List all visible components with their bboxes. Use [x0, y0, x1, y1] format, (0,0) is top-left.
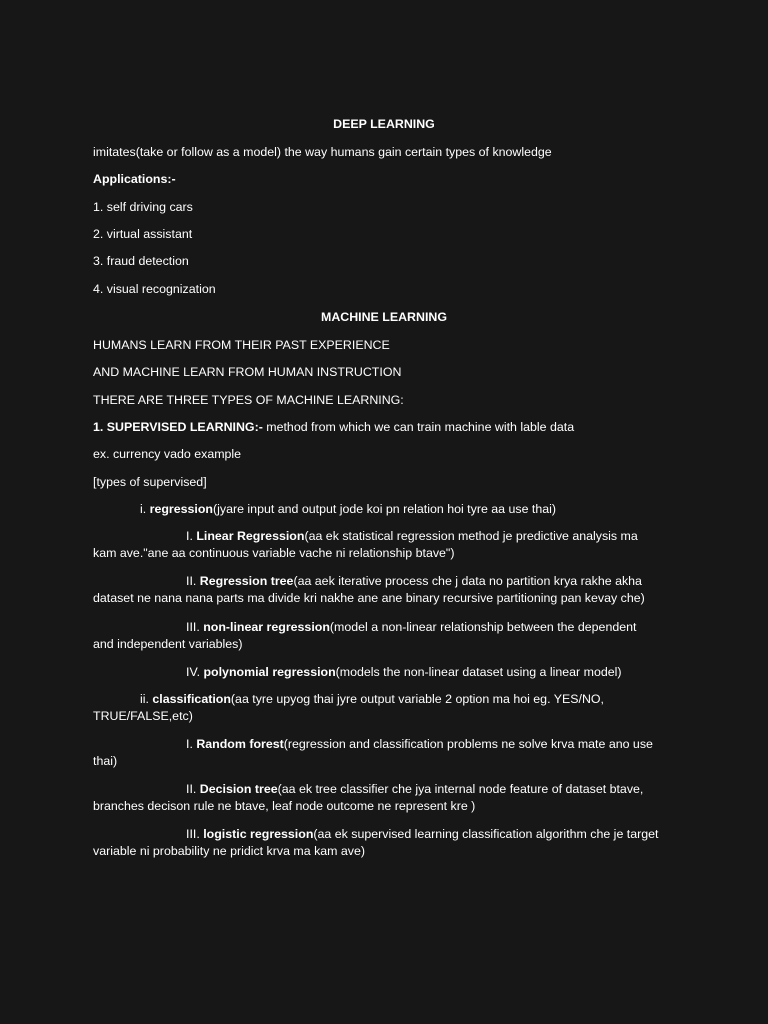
list-item: 4. visual recognization: [93, 282, 216, 296]
dl-definition: imitates(take or follow as a model) the way humans gain certain types of knowledge: [93, 145, 552, 159]
regression-tree-item: II. Regression tree(aa aek iterative process che j data no partition krya rakhe akha dataset ne nana nana parts ma divide kri nakhe ane ane binary recursive partitioning pan kevay che): [93, 574, 645, 605]
list-item: 2. virtual assistant: [93, 227, 193, 241]
ml-title: MACHINE LEARNING: [321, 310, 447, 324]
decision-tree-item: II. Decision tree(aa ek tree classifier che jya internal node feature of dataset btave, branches decison rule ne btave, leaf node outcome ne represent kre ): [93, 782, 644, 813]
applications-heading: Applications:-: [93, 172, 176, 186]
supervised-learning-line: 1. SUPERVISED LEARNING:- method from which we can train machine with lable data: [93, 420, 575, 434]
non-linear-regression-item: III. non-linear regression(model a non-linear relationship between the dependent and independent variables): [93, 620, 637, 651]
list-item: 1. self driving cars: [93, 200, 193, 214]
ml-line: HUMANS LEARN FROM THEIR PAST EXPERIENCE: [93, 338, 390, 352]
polynomial-regression-item: IV. polynomial regression(models the non-linear dataset using a linear model): [186, 665, 622, 679]
regression-heading: i. regression(jyare input and output jode koi pn relation hoi tyre aa use thai): [140, 502, 557, 516]
list-item: 3. fraud detection: [93, 254, 189, 268]
ml-line: THERE ARE THREE TYPES OF MACHINE LEARNING:: [93, 393, 404, 407]
dl-title: DEEP LEARNING: [333, 117, 435, 131]
example-line: ex. currency vado example: [93, 447, 242, 461]
classification-heading: ii. classification(aa tyre upyog thai jyre output variable 2 option ma hoi eg. YES/NO, TRUE/FALSE,etc): [93, 692, 605, 723]
ml-line: AND MACHINE LEARN FROM HUMAN INSTRUCTION: [93, 365, 402, 379]
random-forest-item: I. Random forest(regression and classification problems ne solve krva mate ano use thai): [93, 737, 653, 768]
linear-regression-item: I. Linear Regression(aa ek statistical regression method je predictive analysis ma kam ave."ane aa continuous variable vache ni relationship btave"): [93, 529, 638, 560]
logistic-regression-item: III. logistic regression(aa ek supervised learning classification algorithm che je target variable ni probability ne pridict krva ma kam ave): [93, 827, 659, 858]
types-note: [types of supervised]: [93, 475, 207, 489]
